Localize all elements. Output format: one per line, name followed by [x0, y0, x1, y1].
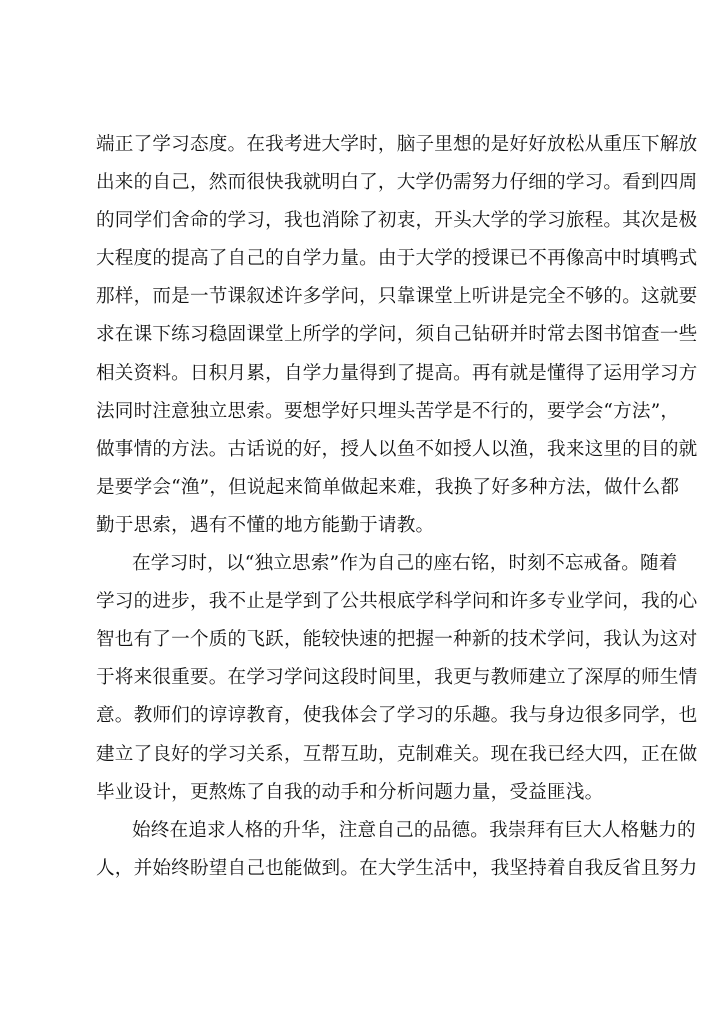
- text-line: 毕业设计，更熬炼了自我的动手和分析问题力量，受益匪浅。: [96, 781, 604, 803]
- text-line: 出来的自己，然而很快我就明白了，大学仍需努力仔细的学习。看到四周: [96, 172, 698, 194]
- text-line: 勤于思索，遇有不懂的地方能勤于请教。: [96, 514, 435, 536]
- text-line: 学习的进步，我不止是学到了公共根底学科学问和许多专业学问，我的心: [96, 591, 698, 613]
- text-line: 端正了学习态度。在我考进大学时，脑子里想的是好好放松从重压下解放: [96, 134, 698, 155]
- text-line: 做事情的方法。古话说的好，授人以鱼不如授人以渔，我来这里的目的就: [96, 438, 698, 460]
- body-text: [96, 126, 698, 888]
- text-line: 于将来很重要。在学习学问这段时间里，我更与教师建立了深厚的师生情: [96, 667, 698, 689]
- text-line: 大程度的提高了自己的自学力量。由于大学的授课已不再像高中时填鸭式: [96, 248, 698, 270]
- text-line: 的同学们舍命的学习，我也消除了初衷，开头大学的学习旅程。其次是极: [96, 210, 698, 232]
- text-line: 人，并始终盼望自己也能做到。在大学生活中，我坚持着自我反省且努力: [96, 857, 698, 879]
- text-line: 那样，而是一节课叙述许多学问，只靠课堂上听讲是完全不够的。这就要: [96, 286, 698, 308]
- text-line: 法同时注意独立思索。要想学好只埋头苦学是不行的，要学会“方法”，: [96, 400, 680, 422]
- paragraph-first-line: 在学习时，以“独立思索”作为自己的座右铭，时刻不忘戒备。随着: [132, 553, 678, 575]
- text-line: 建立了良好的学习关系，互帮互助，克制难关。现在我已经大四，正在做: [96, 743, 698, 765]
- text-line: 意。教师们的谆谆教育，使我体会了学习的乐趣。我与身边很多同学，也: [96, 705, 698, 727]
- text-line: 是要学会“渔”，但说起来简单做起来难，我换了好多种方法，做什么都: [96, 476, 680, 498]
- text-line: 求在课下练习稳固课堂上所学的学问，须自己钻研并时常去图书馆查一些: [96, 324, 698, 346]
- text-line: 相关资料。日积月累，自学力量得到了提高。再有就是懂得了运用学习方: [96, 362, 698, 384]
- text-line: 智也有了一个质的飞跃，能较快速的把握一种新的技术学问，我认为这对: [96, 629, 698, 651]
- paragraph-first-line: 始终在追求人格的升华，注意自己的品德。我崇拜有巨大人格魅力的: [132, 819, 696, 841]
